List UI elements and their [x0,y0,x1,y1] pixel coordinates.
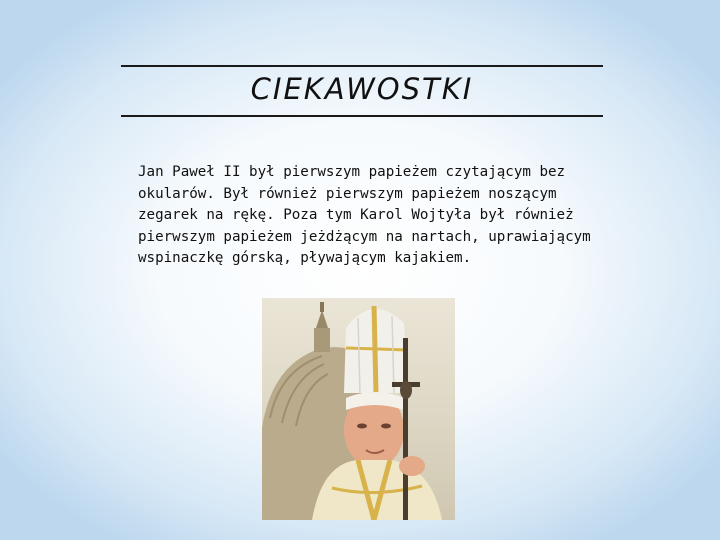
pope-photo-illustration [262,298,455,520]
title-bottom-rule [121,115,603,117]
title-top-rule [121,65,603,67]
slide-title: CIEKAWOSTKI [250,72,474,106]
pope-photo [262,298,455,520]
slide-body-text: Jan Paweł II był pierwszym papieżem czytającym bez okularów. Był również pierwszym papieżem noszącym zegarek na rękę. Poza tym Karol Wojtyła był również pierwszym papieżem jeżdżącym na nartach, uprawiającym wspinaczkę górską, pływającym kajakiem. [138,164,591,266]
